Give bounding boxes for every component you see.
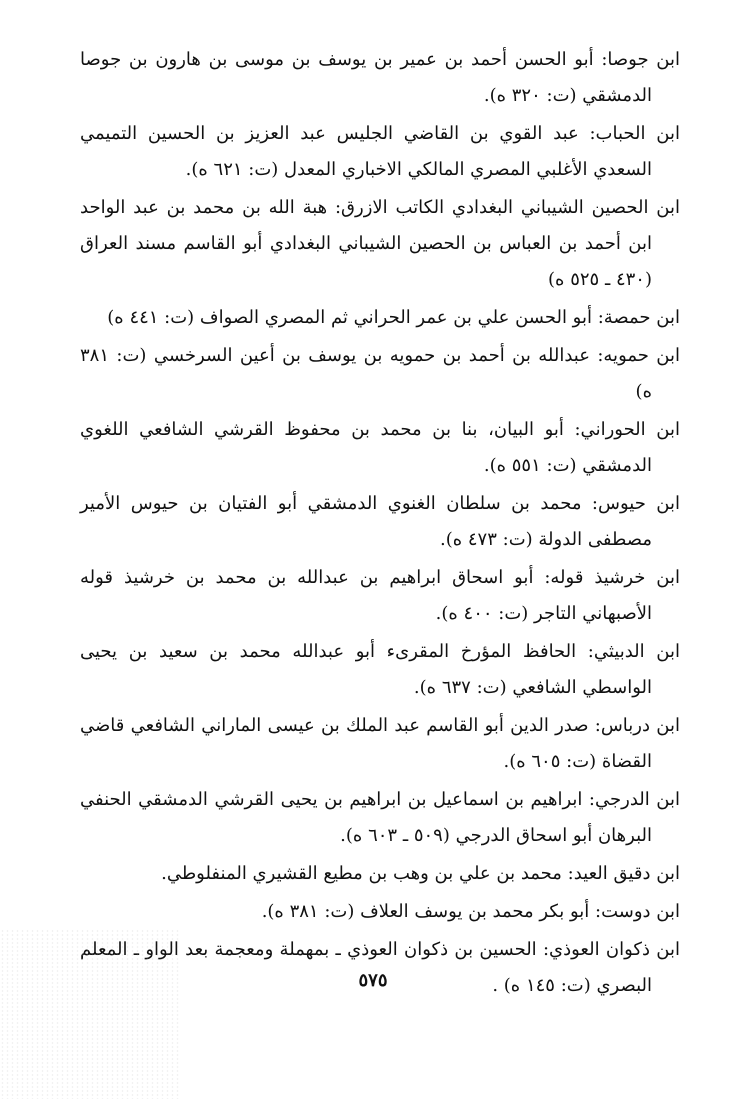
scan-noise-texture — [0, 929, 180, 1099]
entry-ibn-hamsa: ابن حمصة: أبو الحسن علي بن عمر الحراني ثم المصري الصواف (ت: ٤٤١ ه) — [107, 307, 680, 328]
entry-ibn-daqiq-al-id: ابن دقيق العيد: محمد بن علي بن وهب بن مطيع القشيري المنفلوطي. — [161, 863, 680, 884]
entry-ibn-al-daraji: ابن الدرجي: ابراهيم بن اسماعيل بن ابراهيم بن يحيى القرشي الدمشقي الحنفي البرهان أبو اسحاق الدرجي (٥٠٩ ـ ٦٠٣ ه). — [80, 789, 680, 846]
entry-ibn-kharshidh: ابن خرشيذ قوله: أبو اسحاق ابراهيم بن عبدالله بن محمد بن خرشيذ قوله الأصبهاني التاجر (ت: ٤٠٠ ه). — [80, 567, 680, 624]
biographical-entries-list — [80, 42, 680, 1006]
entry-ibn-hayyus: ابن حيوس: محمد بن سلطان الغنوي الدمشقي أبو الفتيان بن حيوس الأمير مصطفى الدولة (ت: ٤٧٣ ه). — [80, 493, 680, 550]
page-number: ٥٧٥ — [358, 970, 388, 991]
entry-ibn-dust: ابن دوست: أبو بكر محمد بن يوسف العلاف (ت: ٣٨١ ه). — [261, 901, 680, 922]
entry-ibn-dirbas: ابن درباس: صدر الدين أبو القاسم عبد الملك بن عيسى الماراني الشافعي قاضي القضاة (ت: ٦٠٥ ه). — [80, 715, 680, 772]
entry-ibn-al-husayn: ابن الحصين الشيباني البغدادي الكاتب الازرق: هبة الله بن محمد بن عبد الواحد ابن أحمد بن العباس بن الحصين الشيباني البغدادي أبو القاسم مسند العراق (٤٣٠ ـ ٥٢٥ ه) — [80, 197, 680, 290]
entry-ibn-jawsa: ابن جوصا: أبو الحسن أحمد بن عمير بن يوسف بن موسى بن هارون بن جوصا الدمشقي (ت: ٣٢٠ ه). — [80, 49, 680, 106]
entry-ibn-al-hubab: ابن الحباب: عبد القوي بن القاضي الجليس عبد العزيز بن الحسين التميمي السعدي الأغلبي المصري المالكي الاخباري المعدل (ت: ٦٢١ ه). — [80, 123, 680, 180]
entry-ibn-al-dubaythi: ابن الدبيثي: الحافظ المؤرخ المقرىء أبو عبدالله محمد بن سعيد بن يحيى الواسطي الشافعي (ت: ٦٣٧ ه). — [80, 641, 680, 698]
entry-ibn-dhakwan: ابن ذكوان العوذي: الحسين بن ذكوان العوذي ـ بمهملة ومعجمة بعد الواو ـ المعلم البصري (ت: ١٤٥ ه) . — [80, 939, 680, 996]
entry-ibn-al-hawrani: ابن الحوراني: أبو البيان، بنا بن محمد بن محفوظ القرشي الشافعي اللغوي الدمشقي (ت: ٥٥١ ه). — [80, 419, 680, 476]
entry-ibn-hamawayh: ابن حمويه: عبدالله بن أحمد بن حمويه بن يوسف بن أعين السرخسي (ت: ٣٨١ ه) — [80, 345, 680, 402]
